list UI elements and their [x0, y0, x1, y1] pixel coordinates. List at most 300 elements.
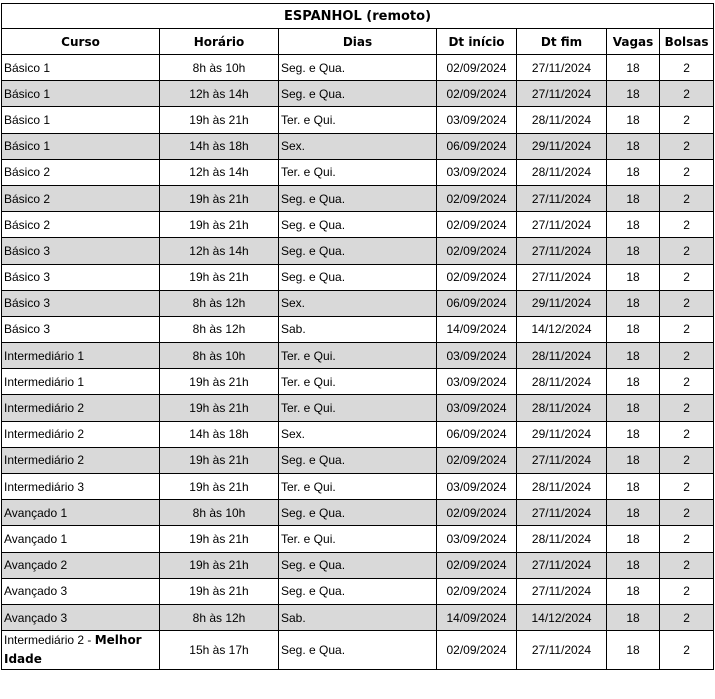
table-row	[2, 264, 714, 290]
cell-vagas-text: 18	[626, 505, 640, 520]
cell-bolsas	[660, 421, 714, 447]
cell-dt-fim	[517, 447, 607, 473]
cell-bolsas	[660, 474, 714, 500]
cell-horario-text: 14h às 18h	[189, 427, 249, 442]
cell-bolsas-text: 2	[683, 479, 690, 494]
cell-curso-text: Intermediário 3	[4, 479, 85, 494]
cell-curso	[2, 369, 160, 395]
cell-dias-text: Seg. e Qua.	[281, 584, 346, 599]
cell-horario	[160, 316, 279, 342]
cell-bolsas-text: 2	[683, 427, 690, 442]
cell-dt-inicio	[437, 447, 517, 473]
cell-dias	[279, 604, 437, 630]
cell-horario	[160, 343, 279, 369]
column-header-horario: Horário	[160, 29, 279, 55]
cell-dt-fim	[517, 81, 607, 107]
cell-dias-text: Sab.	[281, 322, 306, 337]
cell-dt-inicio	[437, 500, 517, 526]
cell-dias-text: Seg. e Qua.	[281, 643, 346, 658]
cell-horario-text: 8h às 10h	[192, 348, 246, 363]
cell-curso	[2, 604, 160, 630]
cell-dt-fim	[517, 474, 607, 500]
cell-dt-fim-text: 27/11/2024	[531, 86, 592, 101]
cell-vagas-text: 18	[626, 60, 640, 75]
table-row	[2, 369, 714, 395]
cell-dt-fim-text: 29/11/2024	[531, 427, 592, 442]
cell-horario	[160, 604, 279, 630]
cell-dt-inicio-text: 02/09/2024	[446, 60, 507, 75]
cell-horario-text: 19h às 21h	[189, 479, 249, 494]
cell-bolsas-text: 2	[683, 165, 690, 180]
cell-dt-inicio-text: 02/09/2024	[446, 584, 507, 599]
cell-bolsas-text: 2	[683, 348, 690, 363]
cell-vagas	[607, 55, 660, 81]
cell-dt-inicio	[437, 159, 517, 185]
cell-dias	[279, 500, 437, 526]
cell-horario-text: 19h às 21h	[189, 374, 249, 389]
cell-horario	[160, 238, 279, 264]
cell-bolsas-text: 2	[683, 558, 690, 573]
cell-bolsas-text: 2	[683, 217, 690, 232]
cell-bolsas	[660, 107, 714, 133]
cell-horario	[160, 107, 279, 133]
cell-vagas	[607, 212, 660, 238]
cell-bolsas	[660, 133, 714, 159]
column-header-dt-inicio: Dt início	[437, 29, 517, 55]
cell-dias-text: Ter. e Qui.	[281, 165, 336, 180]
cell-dt-fim	[517, 631, 607, 670]
cell-vagas-text: 18	[626, 479, 640, 494]
cell-vagas-text: 18	[626, 453, 640, 468]
cell-vagas	[607, 290, 660, 316]
cell-curso	[2, 578, 160, 604]
cell-dt-inicio-text: 03/09/2024	[446, 348, 507, 363]
cell-dt-fim	[517, 552, 607, 578]
cell-bolsas	[660, 500, 714, 526]
column-header-vagas: Vagas	[607, 29, 660, 55]
cell-vagas-text: 18	[626, 427, 640, 442]
cell-horario	[160, 369, 279, 395]
cell-dias-text: Ter. e Qui.	[281, 479, 336, 494]
cell-vagas	[607, 526, 660, 552]
cell-vagas	[607, 421, 660, 447]
cell-curso-text: Básico 3	[4, 296, 51, 311]
cell-curso-text: Intermediário 2	[4, 427, 85, 442]
cell-horario-text: 8h às 10h	[192, 505, 246, 520]
cell-dt-fim-text: 27/11/2024	[531, 191, 592, 206]
cell-dt-inicio	[437, 212, 517, 238]
cell-curso-text: Avançado 3	[4, 610, 68, 625]
cell-horario-text: 19h às 21h	[189, 401, 249, 416]
cell-bolsas-text: 2	[683, 86, 690, 101]
cell-dias-text: Seg. e Qua.	[281, 453, 346, 468]
cell-vagas-text: 18	[626, 322, 640, 337]
cell-vagas	[607, 474, 660, 500]
cell-horario	[160, 81, 279, 107]
cell-curso-text: Avançado 2	[4, 558, 68, 573]
cell-dt-fim	[517, 107, 607, 133]
cell-bolsas-text: 2	[683, 584, 690, 599]
cell-dias-text: Seg. e Qua.	[281, 60, 346, 75]
cell-bolsas	[660, 631, 714, 670]
cell-horario	[160, 500, 279, 526]
cell-curso	[2, 316, 160, 342]
cell-dt-inicio	[437, 81, 517, 107]
table-row	[2, 552, 714, 578]
cell-vagas	[607, 447, 660, 473]
cell-curso	[2, 264, 160, 290]
table-row	[2, 55, 714, 81]
cell-curso	[2, 474, 160, 500]
cell-curso-text: Básico 3	[4, 322, 51, 337]
cell-bolsas-text: 2	[683, 453, 690, 468]
cell-bolsas-text: 2	[683, 139, 690, 154]
cell-curso-text: Básico 1	[4, 112, 51, 127]
cell-dt-inicio-text: 06/09/2024	[446, 296, 507, 311]
table-row	[2, 159, 714, 185]
cell-dt-fim-text: 29/11/2024	[531, 139, 592, 154]
cell-dt-fim-text: 28/11/2024	[531, 531, 592, 546]
table-row	[2, 447, 714, 473]
cell-dt-fim	[517, 500, 607, 526]
cell-horario-text: 15h às 17h	[189, 643, 249, 658]
cell-horario-text: 19h às 21h	[189, 531, 249, 546]
cell-dt-inicio-text: 06/09/2024	[446, 139, 507, 154]
cell-dt-inicio	[437, 604, 517, 630]
cell-bolsas	[660, 395, 714, 421]
cell-dt-fim-text: 28/11/2024	[531, 479, 592, 494]
cell-vagas-text: 18	[626, 348, 640, 363]
cell-bolsas	[660, 212, 714, 238]
cell-dias	[279, 552, 437, 578]
cell-curso-text: Avançado 3	[4, 584, 68, 599]
column-header-dt-fim: Dt fim	[517, 29, 607, 55]
cell-vagas-text: 18	[626, 191, 640, 206]
cell-dt-inicio	[437, 133, 517, 159]
cell-curso	[2, 238, 160, 264]
cell-dt-inicio-text: 02/09/2024	[446, 191, 507, 206]
cell-bolsas-text: 2	[683, 191, 690, 206]
cell-horario	[160, 552, 279, 578]
cell-vagas	[607, 316, 660, 342]
cell-dt-inicio	[437, 55, 517, 81]
cell-horario-text: 19h às 21h	[189, 112, 249, 127]
cell-dt-fim	[517, 343, 607, 369]
cell-bolsas-text: 2	[683, 505, 690, 520]
cell-dt-fim-text: 27/11/2024	[531, 453, 592, 468]
cell-vagas-text: 18	[626, 165, 640, 180]
cell-dt-fim-text: 27/11/2024	[531, 243, 592, 258]
table-row	[2, 212, 714, 238]
cell-dias-text: Sex.	[281, 427, 306, 442]
cell-bolsas	[660, 369, 714, 395]
cell-bolsas	[660, 238, 714, 264]
cell-dt-fim	[517, 159, 607, 185]
cell-vagas-text: 18	[626, 112, 640, 127]
cell-curso-text: Básico 1	[4, 86, 51, 101]
cell-dias-text: Seg. e Qua.	[281, 243, 346, 258]
table-row	[2, 343, 714, 369]
cell-vagas	[607, 238, 660, 264]
cell-dt-fim-text: 28/11/2024	[531, 401, 592, 416]
cell-vagas-text: 18	[626, 584, 640, 599]
cell-bolsas-text: 2	[683, 643, 690, 658]
cell-dt-fim-text: 28/11/2024	[531, 374, 592, 389]
cell-dt-inicio-text: 02/09/2024	[446, 217, 507, 232]
table-row	[2, 107, 714, 133]
cell-dt-inicio	[437, 526, 517, 552]
cell-dias	[279, 395, 437, 421]
cell-dias	[279, 107, 437, 133]
cell-horario	[160, 631, 279, 670]
cell-bolsas-text: 2	[683, 401, 690, 416]
cell-dias	[279, 578, 437, 604]
cell-dt-fim-text: 27/11/2024	[531, 584, 592, 599]
cell-curso	[2, 159, 160, 185]
cell-dt-fim-text: 27/11/2024	[531, 270, 592, 285]
cell-dias	[279, 159, 437, 185]
cell-dt-inicio-text: 02/09/2024	[446, 270, 507, 285]
cell-dias	[279, 55, 437, 81]
cell-horario	[160, 185, 279, 211]
cell-dt-inicio-text: 03/09/2024	[446, 531, 507, 546]
cell-dt-fim-text: 27/11/2024	[531, 558, 592, 573]
cell-dt-fim	[517, 212, 607, 238]
cell-vagas-text: 18	[626, 558, 640, 573]
cell-curso-highlight: Melhor Idade	[4, 633, 142, 667]
cell-vagas-text: 18	[626, 243, 640, 258]
table-row	[2, 290, 714, 316]
cell-dt-inicio-text: 06/09/2024	[446, 427, 507, 442]
cell-bolsas	[660, 447, 714, 473]
table-row	[2, 395, 714, 421]
cell-dt-inicio-text: 03/09/2024	[446, 165, 507, 180]
cell-vagas-text: 18	[626, 86, 640, 101]
cell-dias	[279, 474, 437, 500]
cell-dias-text: Seg. e Qua.	[281, 270, 346, 285]
cell-dias	[279, 631, 437, 670]
cell-bolsas	[660, 264, 714, 290]
cell-vagas	[607, 264, 660, 290]
cell-curso-text: Básico 1	[4, 60, 51, 75]
cell-curso-text: Básico 2	[4, 217, 51, 232]
cell-dias-text: Sex.	[281, 139, 306, 154]
cell-horario-text: 19h às 21h	[189, 558, 249, 573]
cell-horario	[160, 212, 279, 238]
cell-dias	[279, 264, 437, 290]
cell-vagas	[607, 343, 660, 369]
cell-dt-inicio	[437, 290, 517, 316]
cell-horario-text: 19h às 21h	[189, 270, 249, 285]
cell-curso-text: Básico 2	[4, 191, 51, 206]
cell-dias-text: Ter. e Qui.	[281, 531, 336, 546]
cell-vagas	[607, 107, 660, 133]
cell-dt-inicio-text: 03/09/2024	[446, 374, 507, 389]
cell-dt-inicio	[437, 578, 517, 604]
cell-horario-text: 12h às 14h	[189, 165, 249, 180]
cell-bolsas	[660, 316, 714, 342]
cell-horario-text: 12h às 14h	[189, 86, 249, 101]
cell-curso-text: Básico 3	[4, 243, 51, 258]
cell-dias	[279, 133, 437, 159]
column-header-curso: Curso	[2, 29, 160, 55]
cell-dt-inicio	[437, 264, 517, 290]
cell-horario	[160, 133, 279, 159]
cell-horario-text: 8h às 12h	[192, 296, 246, 311]
cell-horario	[160, 474, 279, 500]
cell-dt-inicio	[437, 343, 517, 369]
cell-bolsas	[660, 81, 714, 107]
cell-curso	[2, 395, 160, 421]
cell-bolsas-text: 2	[683, 243, 690, 258]
cell-bolsas	[660, 55, 714, 81]
cell-vagas	[607, 395, 660, 421]
cell-dias-text: Seg. e Qua.	[281, 558, 346, 573]
cell-bolsas-text: 2	[683, 60, 690, 75]
cell-bolsas-text: 2	[683, 610, 690, 625]
cell-bolsas	[660, 604, 714, 630]
cell-dias	[279, 290, 437, 316]
cell-dt-fim-text: 28/11/2024	[531, 165, 592, 180]
cell-dt-fim-text: 27/11/2024	[531, 217, 592, 232]
cell-dt-fim	[517, 395, 607, 421]
column-header-bolsas: Bolsas	[660, 29, 714, 55]
cell-dias	[279, 447, 437, 473]
cell-bolsas-text: 2	[683, 112, 690, 127]
cell-bolsas	[660, 552, 714, 578]
cell-dias	[279, 185, 437, 211]
cell-dt-fim-text: 28/11/2024	[531, 112, 592, 127]
cell-vagas-text: 18	[626, 374, 640, 389]
cell-dt-fim-text: 27/11/2024	[531, 505, 592, 520]
cell-curso	[2, 107, 160, 133]
table-row	[2, 604, 714, 630]
table-row	[2, 238, 714, 264]
cell-horario-text: 19h às 21h	[189, 191, 249, 206]
cell-bolsas-text: 2	[683, 322, 690, 337]
cell-bolsas-text: 2	[683, 374, 690, 389]
cell-curso	[2, 185, 160, 211]
cell-horario-text: 14h às 18h	[189, 139, 249, 154]
cell-bolsas	[660, 343, 714, 369]
cell-dias	[279, 212, 437, 238]
cell-curso-text: Básico 3	[4, 270, 51, 285]
cell-dt-inicio	[437, 369, 517, 395]
cell-dt-fim-text: 28/11/2024	[531, 348, 592, 363]
column-header-dias: Dias	[279, 29, 437, 55]
cell-dt-inicio-text: 02/09/2024	[446, 453, 507, 468]
cell-dias	[279, 316, 437, 342]
cell-horario	[160, 290, 279, 316]
cell-dias-text: Ter. e Qui.	[281, 348, 336, 363]
cell-vagas	[607, 159, 660, 185]
cell-curso-text: Intermediário 2 -	[4, 633, 95, 648]
cell-curso-text: Avançado 1	[4, 505, 68, 520]
cell-bolsas	[660, 578, 714, 604]
cell-horario	[160, 159, 279, 185]
cell-vagas-text: 18	[626, 296, 640, 311]
cell-vagas	[607, 552, 660, 578]
cell-dt-inicio	[437, 474, 517, 500]
table-row	[2, 474, 714, 500]
cell-vagas-text: 18	[626, 401, 640, 416]
cell-curso	[2, 133, 160, 159]
cell-bolsas	[660, 290, 714, 316]
cell-dt-inicio	[437, 238, 517, 264]
cell-horario	[160, 421, 279, 447]
cell-dt-fim-text: 14/12/2024	[531, 610, 592, 625]
cell-dt-fim	[517, 133, 607, 159]
cell-horario-text: 19h às 21h	[189, 453, 249, 468]
cell-dt-inicio	[437, 631, 517, 670]
table-row	[2, 185, 714, 211]
cell-horario-text: 8h às 12h	[192, 610, 246, 625]
cell-dt-fim-text: 27/11/2024	[531, 60, 592, 75]
cell-curso	[2, 526, 160, 552]
cell-curso-text: Intermediário 1	[4, 374, 85, 389]
cell-dt-fim	[517, 526, 607, 552]
cell-vagas	[607, 631, 660, 670]
cell-dt-inicio	[437, 185, 517, 211]
cell-dias	[279, 526, 437, 552]
table-row	[2, 526, 714, 552]
cell-vagas-text: 18	[626, 270, 640, 285]
cell-dt-fim	[517, 369, 607, 395]
cell-bolsas-text: 2	[683, 531, 690, 546]
table-row	[2, 500, 714, 526]
cell-bolsas-text: 2	[683, 270, 690, 285]
cell-horario	[160, 55, 279, 81]
cell-dt-fim	[517, 421, 607, 447]
cell-vagas	[607, 81, 660, 107]
cell-curso	[2, 290, 160, 316]
cell-dias-text: Ter. e Qui.	[281, 401, 336, 416]
cell-horario	[160, 578, 279, 604]
cell-dt-fim-text: 14/12/2024	[531, 322, 592, 337]
cell-dias-text: Seg. e Qua.	[281, 86, 346, 101]
table-title: ESPANHOL (remoto)	[2, 4, 714, 29]
cell-curso	[2, 55, 160, 81]
cell-dt-fim-text: 27/11/2024	[531, 643, 592, 658]
cell-curso	[2, 447, 160, 473]
cell-horario	[160, 526, 279, 552]
cell-vagas	[607, 500, 660, 526]
cell-vagas-text: 18	[626, 531, 640, 546]
cell-curso	[2, 631, 160, 670]
cell-vagas	[607, 578, 660, 604]
cell-dt-fim	[517, 238, 607, 264]
cell-vagas-text: 18	[626, 643, 640, 658]
cell-dias-text: Sex.	[281, 296, 306, 311]
cell-curso	[2, 212, 160, 238]
cell-bolsas	[660, 185, 714, 211]
table-row	[2, 316, 714, 342]
cell-dt-inicio	[437, 395, 517, 421]
cell-dt-fim	[517, 264, 607, 290]
cell-horario-text: 8h às 10h	[192, 60, 246, 75]
cell-curso-text: Básico 1	[4, 139, 51, 154]
cell-curso-text: Básico 2	[4, 165, 51, 180]
cell-vagas-text: 18	[626, 610, 640, 625]
cell-horario-text: 19h às 21h	[189, 217, 249, 232]
cell-dias-text: Ter. e Qui.	[281, 374, 336, 389]
cell-dt-inicio-text: 14/09/2024	[446, 610, 507, 625]
cell-dt-fim	[517, 55, 607, 81]
cell-dias-text: Seg. e Qua.	[281, 217, 346, 232]
cell-curso-text: Intermediário 2	[4, 453, 85, 468]
table-row	[2, 81, 714, 107]
cell-dt-inicio-text: 02/09/2024	[446, 558, 507, 573]
